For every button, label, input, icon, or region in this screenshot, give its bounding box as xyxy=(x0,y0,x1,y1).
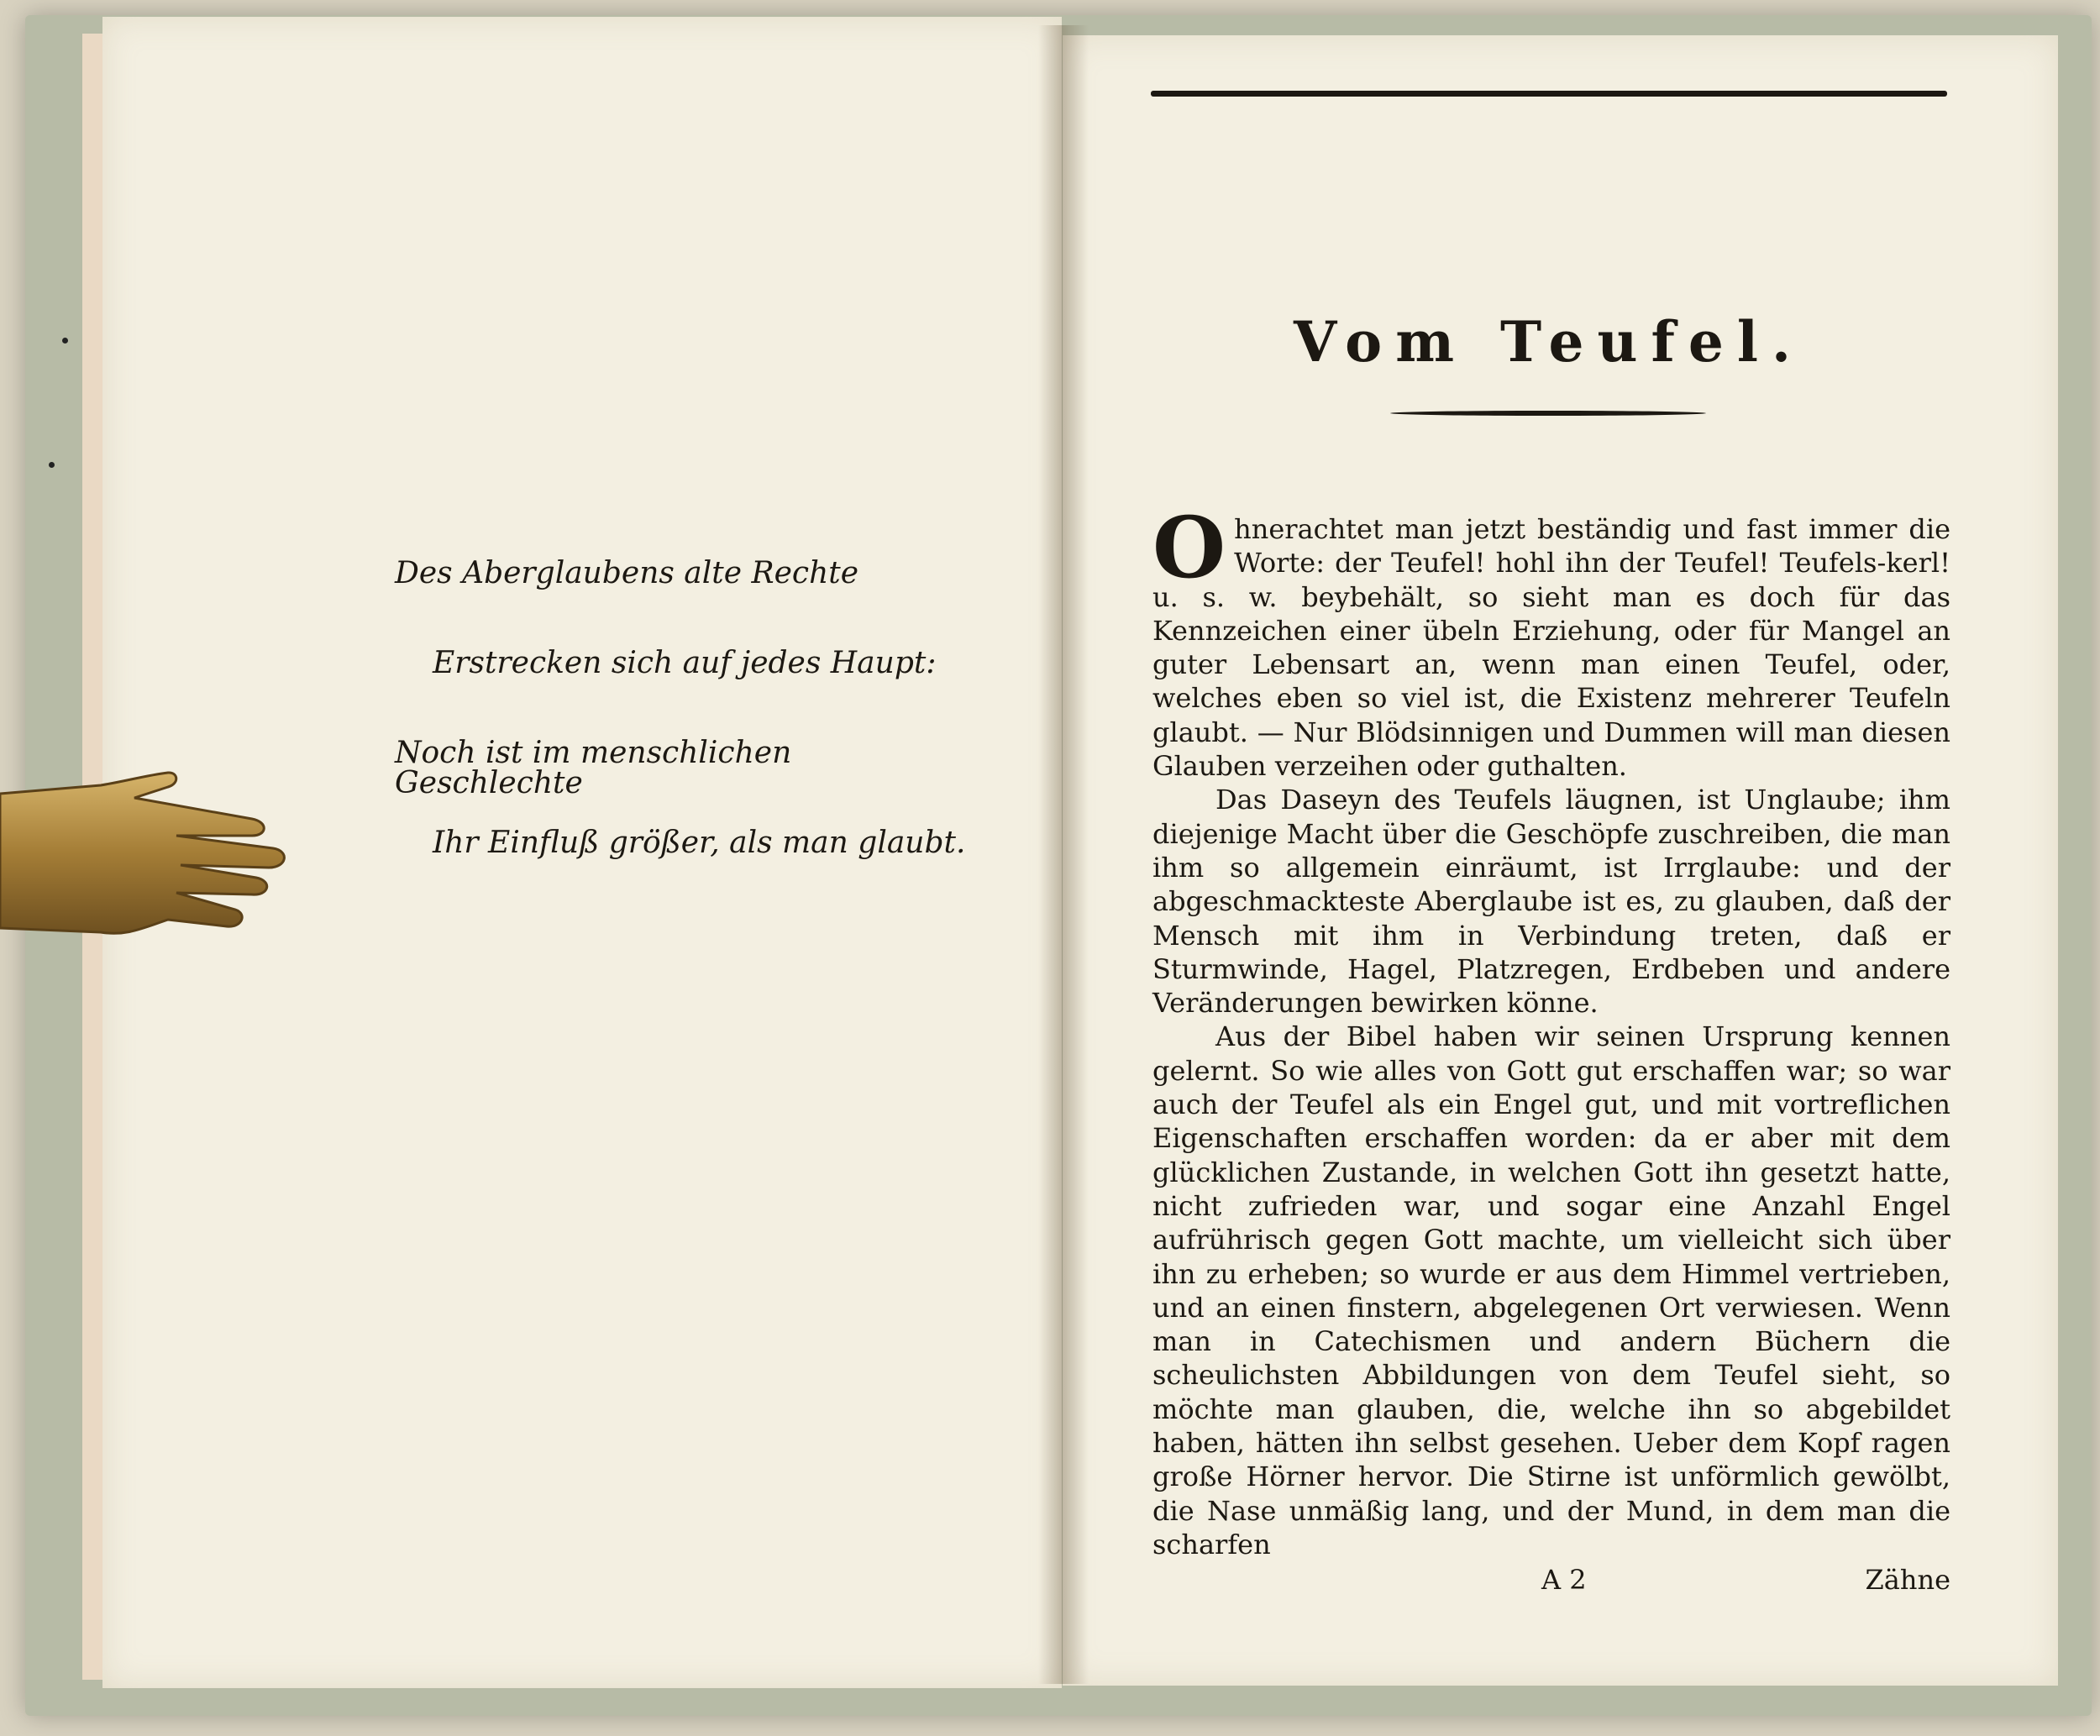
page-footer xyxy=(1152,1564,1950,1597)
paragraph: Das Daseyn des Teufels läugnen, ist Unglaube; ihm diejenige Macht über die Geschöpfe zuschreiben, die man ihm so allgemein einräumt, ist Irrglaube: und der abgeschmackteste Aberglaube ist es, zu glauben, daß der Mensch mit ihm in Verbindung treten, daß er Sturmwinde, Hagel, Platzregen, Erdbeben und andere Veränderungen bewirken könne. xyxy=(1152,784,1950,1020)
brass-hand-page-holder xyxy=(0,760,294,962)
motto-line: Noch ist im menschlichen Geschlechte xyxy=(395,736,792,800)
chapter-title: Vom Teufel. xyxy=(1294,309,1804,375)
paragraph: Aus der Bibel haben wir seinen Ursprung kennen gelernt. So wie alles von Gott gut erschaffen war; so war auch der Teufel als ein Engel gut, und mit vortreflichen Eigenschaften erschaffen worden: da er aber mit dem glücklichen Zustande, in welchen Gott ihn gesetzt hatte, nicht zufrieden war, und sogar eine Anzahl Engel aufrührisch gegen Gott machte, um vielleicht sich über ihn zu erheben; so wurde er aus dem Himmel vertrieben, und an einen finstern, abgelegenen Ort verwiesen. Wenn man in Catechismen und andern Büchern die scheulichsten Abbildungen von dem Teufel sieht, so möchte man glauben, die, welche ihn so abgebildet haben, hätten ihn selbst gesehen. Ueber dem Kopf ragen große Hörner hervor. Die Stirne ist unförmlich gewölbt, die Nase unmäßig lang, und der Mund, in dem man die scharfen xyxy=(1152,1020,1950,1560)
book-gutter xyxy=(1038,25,1089,1684)
motto-line: Des Aberglaubens alte Rechte xyxy=(395,556,859,590)
catchword: Zähne xyxy=(1865,1564,1950,1596)
motto-verse xyxy=(395,556,983,918)
header-rule xyxy=(1151,91,1947,97)
motto-line: Erstrecken sich auf jedes Haupt: xyxy=(433,646,937,680)
paragraph-text: hnerachtet man jetzt beständig und fast immer die Worte: der Teufel! hohl ihn der Teufel! Teufels-kerl! u. s. w. beybehält, so sieht man es doch für das Kennzeichen einer übeln Erziehung, oder für Mangel an guter Lebensart an, wenn man einen Teufel, oder, welches eben so viel ist, die Existenz mehrerer Teufeln glaubt. — Nur Blödsinnigen und Dummen will man diesen Glauben verzeihen oder guthalten. xyxy=(1152,513,1950,783)
paper-speck xyxy=(49,462,55,468)
drop-cap: O xyxy=(1152,498,1226,597)
paragraph xyxy=(1152,498,1950,783)
motto-line: Ihr Einfluß größer, als man glaubt. xyxy=(433,826,966,860)
chapter-body xyxy=(1152,498,1950,1561)
title-rule xyxy=(1390,411,1706,416)
signature-mark: A 2 xyxy=(1541,1564,1587,1596)
paper-speck xyxy=(62,338,68,344)
